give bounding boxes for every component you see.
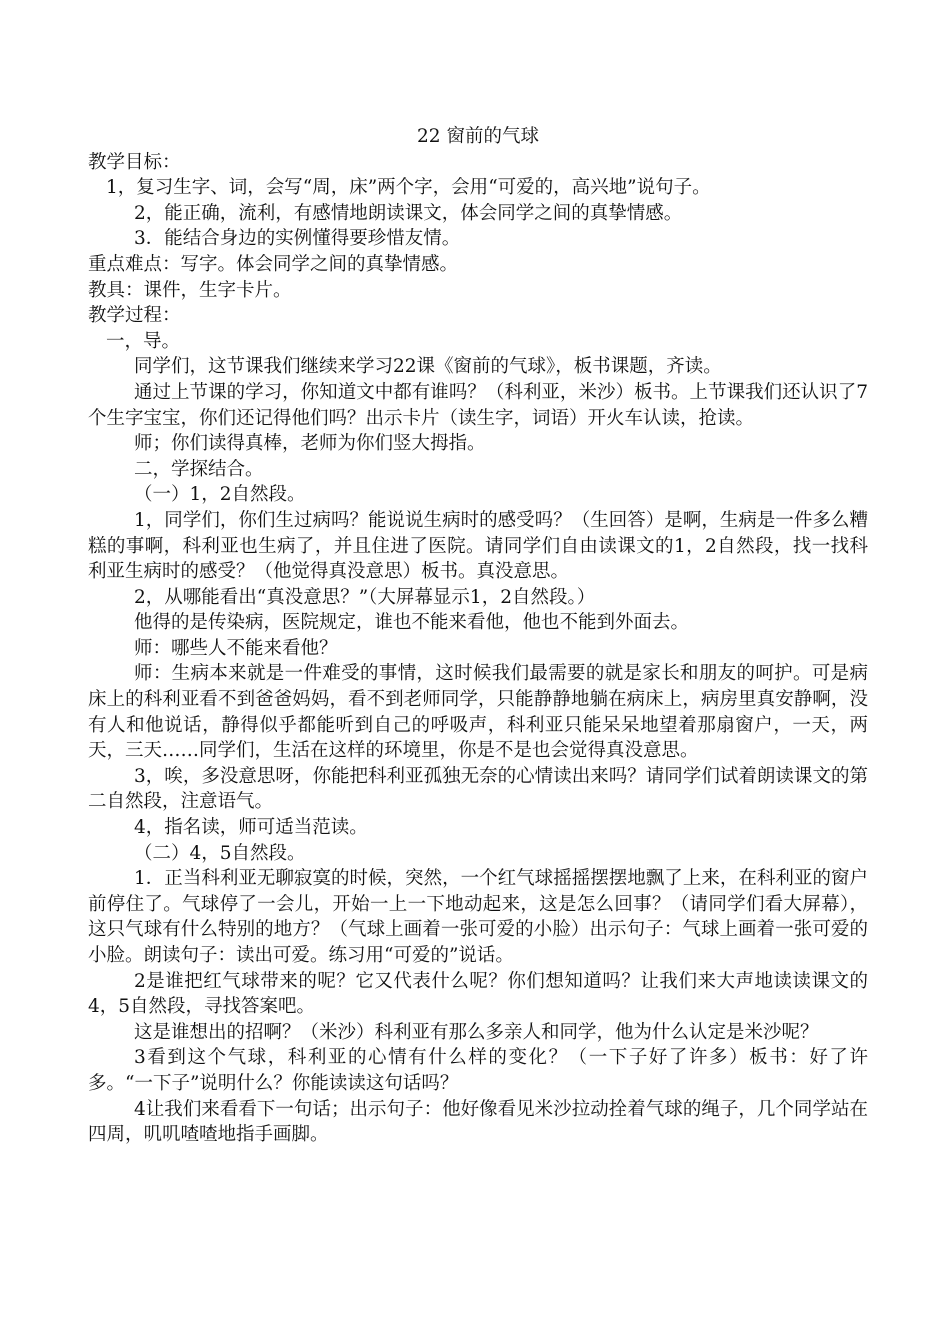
document-title: 22 窗前的气球 — [417, 126, 539, 147]
paragraph: 一，导。 — [106, 330, 181, 352]
document-page — [88, 124, 868, 1148]
paragraph: 重点难点：写字。体会同学之间的真挚情感。 — [88, 253, 459, 275]
paragraph: 3看到这个气球，科利亚的心情有什么样的变化？（一下子好了许多）板书：好了许多。“一下子”说明什么？你能读读这句话吗？ — [88, 1047, 868, 1094]
paragraph: 他得的是传染病，医院规定，谁也不能来看他，他也不能到外面去。 — [134, 612, 690, 634]
paragraph: 这是谁想出的招啊？（米沙）科利亚有那么多亲人和同学，他为什么认定是米沙呢？ — [134, 1021, 819, 1043]
paragraph: 教具：课件，生字卡片。 — [88, 279, 292, 301]
paragraph: 3．能结合身边的实例懂得要珍惜友情。 — [134, 228, 461, 250]
paragraph: 4，指名读，师可适当范读。 — [134, 817, 368, 839]
paragraph: 同学们，这节课我们继续来学习22课《窗前的气球》，板书课题，齐读。 — [134, 356, 722, 378]
paragraph: （二）4，5自然段。 — [134, 842, 306, 864]
paragraph: 教学过程： — [88, 305, 181, 327]
paragraph: 4让我们来看看下一句话；出示句子：他好像看见米沙拉动拴着气球的绳子，几个同学站在四周，叽叽喳喳地指手画脚。 — [88, 1098, 868, 1146]
paragraph: 教学目标： — [88, 151, 181, 173]
paragraph: 二，学探结合。 — [134, 458, 264, 480]
paragraph: 师：哪些人不能来看他？ — [134, 637, 338, 659]
paragraph: 2，从哪能看出“真没意思？”（大屏幕显示1，2自然段。） — [134, 586, 596, 608]
paragraph: 2是谁把红气球带来的呢？它又代表什么呢？你们想知道吗？让我们来大声地读读课文的4，5自然段，寻找答案吧。 — [88, 970, 868, 1018]
paragraph: 1，同学们，你们生过病吗？能说说生病时的感受吗？（生回答）是啊，生病是一件多么糟糕的事啊，科利亚也生病了，并且住进了医院。请同学们自由读课文的1，2自然段，找一找科利亚生病时的感受？（他觉得真没意思）板书。真没意思。 — [88, 509, 868, 583]
document-body — [88, 150, 868, 1148]
paragraph: 1，复习生字、词，会写“周，床”两个字，会用“可爱的，高兴地”说句子。 — [106, 177, 711, 199]
paragraph: 2，能正确，流利，有感情地朗读课文，体会同学之间的真挚情感。 — [134, 202, 683, 224]
paragraph: 3，唉，多没意思呀，你能把科利亚孤独无奈的心情读出来吗？请同学们试着朗读课文的第二自然段，注意语气。 — [88, 765, 868, 813]
paragraph: 师；你们读得真棒，老师为你们竖大拇指。 — [134, 433, 486, 455]
paragraph: 通过上节课的学习，你知道文中都有谁吗？（科利亚，米沙）板书。上节课我们还认识了7个生字宝宝，你们还记得他们吗？出示卡片（读生字，词语）开火车认读，抢读。 — [88, 381, 868, 429]
paragraph: （一）1，2自然段。 — [134, 484, 306, 506]
paragraph: 师：生病本来就是一件难受的事情，这时候我们最需要的就是家长和朋友的呵护。可是病床上的科利亚看不到爸爸妈妈，看不到老师同学，只能静静地躺在病床上，病房里真安静啊，没有人和他说话，静得似乎都能听到自己的呼吸声，科利亚只能呆呆地望着那扇窗户，一天，两天，三天……同学们，生活在这样的环境里，你是不是也会觉得真没意思。 — [88, 663, 868, 762]
paragraph: 1．正当科利亚无聊寂寞的时候，突然，一个红气球摇摇摆摆地飘了上来，在科利亚的窗户前停住了。气球停了一会儿，开始一上一下地动起来，这是怎么回事？（请同学们看大屏幕），这只气球有什么特别的地方？（气球上画着一张可爱的小脸）出示句子：气球上画着一张可爱的小脸。朗读句子：读出可爱。练习用“可爱的”说话。 — [88, 868, 868, 966]
